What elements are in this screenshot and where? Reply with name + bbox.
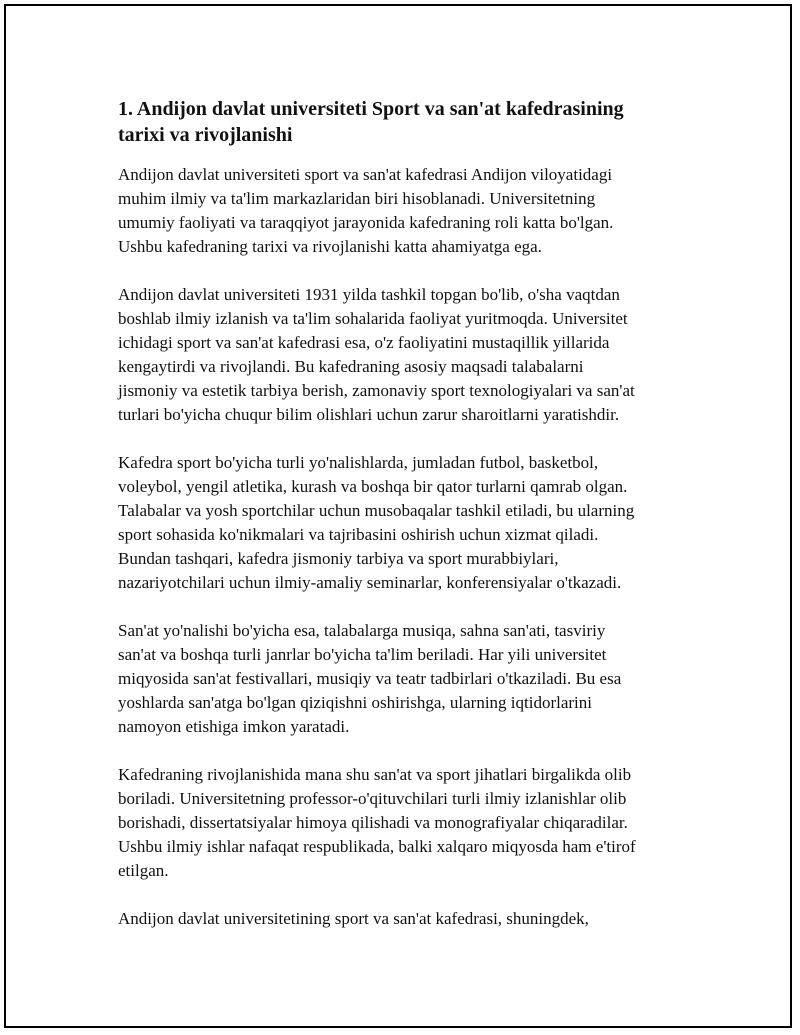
text-line: Kafedraning rivojlanishida mana shu san'at va sport jihatlari birgalikda olib	[118, 765, 632, 784]
text-line: Andijon davlat universitetining sport va san'at kafedrasi, shuningdek,	[118, 909, 589, 928]
text-line: ichidagi sport va san'at kafedrasi esa, o'z faoliyatini mustaqillik yillarida	[118, 333, 610, 352]
document-page	[4, 4, 792, 1028]
heading-line: 1. Andijon davlat universiteti Sport va san'at kafedrasining	[118, 98, 624, 120]
text-line: namoyon etishiga imkon yaratadi.	[118, 717, 350, 736]
paragraph-6	[118, 907, 684, 931]
heading-line: tarixi va rivojlanishi	[118, 124, 293, 146]
text-line: nazariyotchilari uchun ilmiy-amaliy seminarlar, konferensiyalar o'tkazadi.	[118, 573, 622, 592]
text-line: san'at va boshqa turli janrlar bo'yicha ta'lim beriladi. Har yili universitet	[118, 645, 607, 664]
text-line: Andijon davlat universiteti 1931 yilda tashkil topgan bo'lib, o'sha vaqtdan	[118, 285, 620, 304]
text-line: Ushbu ilmiy ishlar nafaqat respublikada, balki xalqaro miqyosda ham e'tirof	[118, 837, 636, 856]
text-line: Bundan tashqari, kafedra jismoniy tarbiya va sport murabbiylari,	[118, 549, 559, 568]
document-content	[118, 96, 684, 955]
paragraph-2	[118, 283, 684, 427]
paragraph-5	[118, 763, 684, 883]
text-line: Talabalar va yosh sportchilar uchun musobaqalar tashkil etiladi, bu ularning	[118, 501, 635, 520]
text-line: kengaytirdi va rivojlandi. Bu kafedraning asosiy maqsadi talabalarni	[118, 357, 584, 376]
text-line: etilgan.	[118, 861, 169, 880]
text-line: Andijon davlat universiteti sport va san'at kafedrasi Andijon viloyatidagi	[118, 165, 613, 184]
text-line: Kafedra sport bo'yicha turli yo'nalishlarda, jumladan futbol, basketbol,	[118, 453, 599, 472]
text-line: turlari bo'yicha chuqur bilim olishlari uchun zarur sharoitlarni yaratishdir.	[118, 405, 620, 424]
paragraph-1	[118, 163, 684, 259]
text-line: Ushbu kafedraning tarixi va rivojlanishi katta ahamiyatga ega.	[118, 237, 542, 256]
paragraph-4	[118, 619, 684, 739]
paragraph-3	[118, 451, 684, 595]
section-heading	[118, 96, 684, 148]
text-line: yoshlarda san'atga bo'lgan qiziqishni oshirishga, ularning iqtidorlarini	[118, 693, 593, 712]
text-line: muhim ilmiy va ta'lim markazlaridan biri hisoblanadi. Universitetning	[118, 189, 596, 208]
text-line: San'at yo'nalishi bo'yicha esa, talabalarga musiqa, sahna san'ati, tasviriy	[118, 621, 606, 640]
text-line: borishadi, dissertatsiyalar himoya qilishadi va monografiyalar chiqaradilar.	[118, 813, 628, 832]
text-line: jismoniy va estetik tarbiya berish, zamonaviy sport texnologiyalari va san'at	[118, 381, 635, 400]
text-line: boriladi. Universitetning professor-o'qituvchilari turli ilmiy izlanishlar olib	[118, 789, 627, 808]
text-line: umumiy faoliyati va taraqqiyot jarayonida kafedraning roli katta bo'lgan.	[118, 213, 614, 232]
text-line: boshlab ilmiy izlanish va ta'lim sohalarida faoliyat yuritmoqda. Universitet	[118, 309, 628, 328]
text-line: voleybol, yengil atletika, kurash va boshqa bir qator turlarni qamrab olgan.	[118, 477, 628, 496]
text-line: miqyosida san'at festivallari, musiqiy va teatr tadbirlari o'tkaziladi. Bu esa	[118, 669, 622, 688]
text-line: sport sohasida ko'nikmalari va tajribasini oshirish uchun xizmat qiladi.	[118, 525, 599, 544]
